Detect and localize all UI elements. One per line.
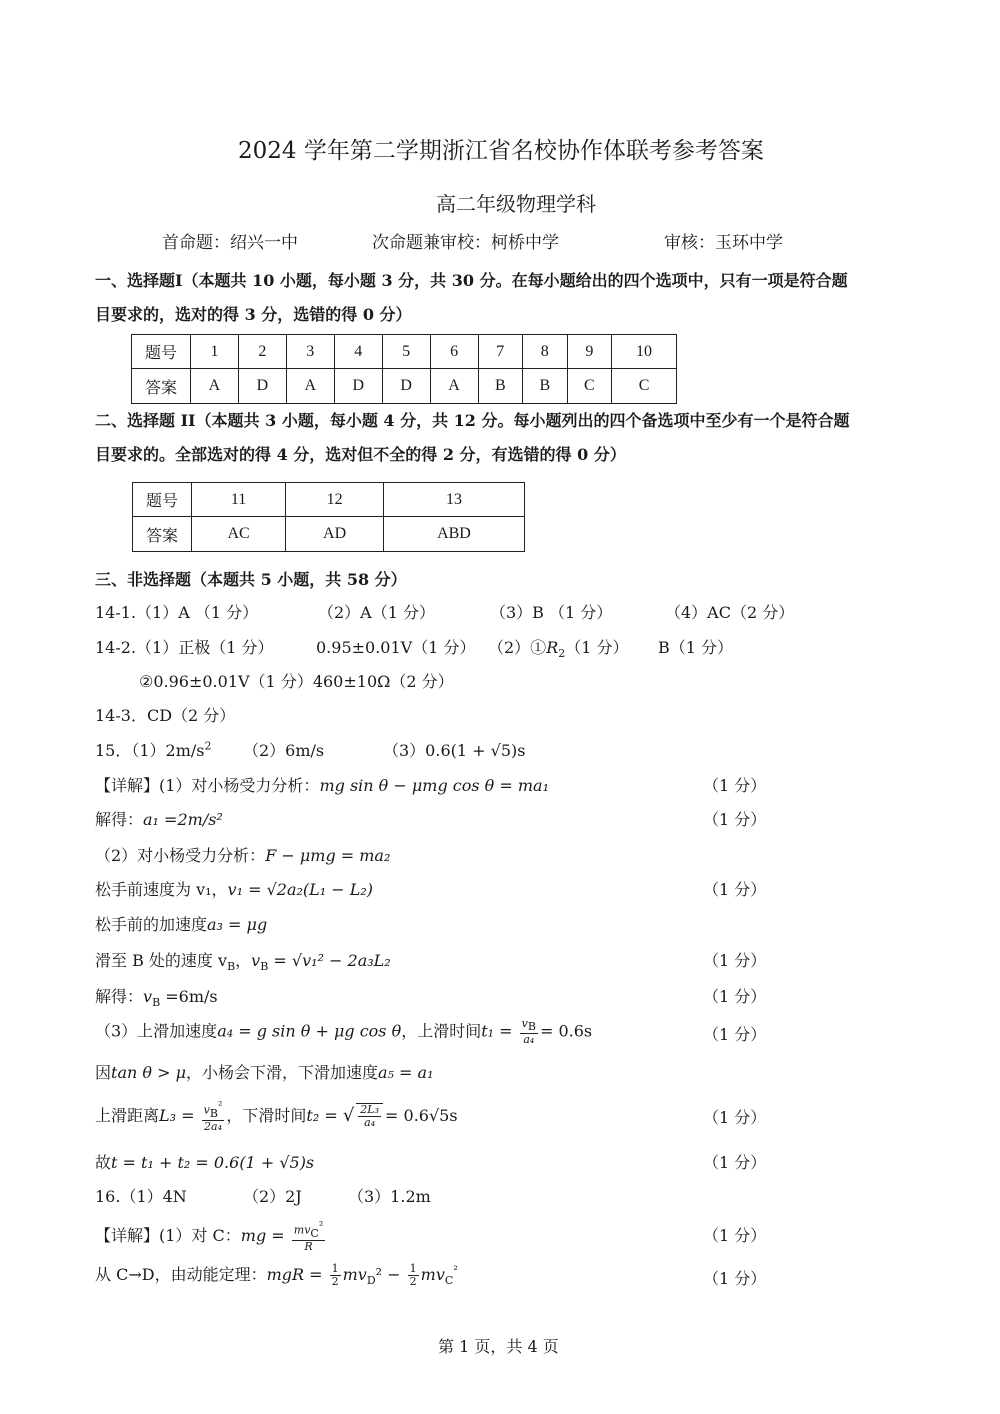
q15-answer-1: 15．$(1)2m/s^2$ [95, 739, 212, 760]
q14-1-answer-1: 14-1.（1）A （1 分） [95, 603, 259, 622]
score-label: （1 分） [703, 880, 767, 899]
table-cell: D [382, 369, 430, 404]
q14-2-answer-4: B（1 分） [658, 638, 734, 657]
q15-detail-5: 松手前的加速度a₃ = μg [95, 915, 268, 934]
score-label: （1 分） [703, 1269, 767, 1288]
table-cell: 13 [383, 483, 524, 517]
q15-detail-2: 解得：a₁ =2m/s² [95, 810, 223, 829]
q15-detail-8: （3）上滑加速度a₄ = g sin θ + μg cos θ，上滑时间t₁ = $\frac{v_B}{\text{a₄}}$ = 0.6s [95, 1017, 593, 1047]
table-cell: D [238, 369, 286, 404]
q15-detail-10: 上滑距离L₃ = $\frac{v_B^{^2}}{\text{2a₄}}$ ，下滑时间t₂ = √ $\frac{\text{2L₃}}{\text{a₄}}$ = 0.6√5s [95, 1099, 458, 1133]
answer-table-1 [131, 334, 677, 404]
q14-2-answer-3: $(2)①R_2(1$ 分） [488, 638, 629, 661]
author-first: 首命题：绍兴一中 [162, 233, 298, 253]
q15-detail-9: 因tan θ > μ，小杨会下滑，下滑加速度a₅ = a₁ [95, 1063, 434, 1082]
score-label: （1 分） [703, 1108, 767, 1127]
table-cell: 6 [430, 335, 478, 369]
table-cell: B [478, 369, 523, 404]
fraction: $\frac{v_B^{^2}}{\text{2a₄}}$ [203, 1099, 223, 1133]
row-label-answer: 答案 [133, 517, 192, 552]
table-cell: 12 [286, 483, 384, 517]
row-label-number: 题号 [132, 335, 191, 369]
q14-2-answer-2: 0.95±0.01V（1 分） [316, 638, 476, 657]
page-number: 第 1 页，共 4 页 [438, 1337, 559, 1356]
score-label: （1 分） [703, 1025, 767, 1044]
row-label-number: 题号 [133, 483, 192, 517]
fraction: $\frac{\text{2L₃}}{\text{a₄}}$ [356, 1103, 383, 1129]
table-cell: A [286, 369, 334, 404]
page-title: 2024 学年第二学期浙江省名校协作体联考参考答案 [238, 138, 764, 164]
table-cell: 7 [478, 335, 523, 369]
table-cell: 1 [191, 335, 239, 369]
table-cell: D [334, 369, 382, 404]
fraction: $\frac{1}{2}$ [331, 1262, 339, 1288]
q15-detail-11: 故t = t₁ + t₂ = 0.6(1 + √5)s [95, 1153, 315, 1172]
score-label: （1 分） [703, 1226, 767, 1245]
q14-1-answer-2: （2）A（1 分） [318, 603, 436, 622]
author-second: 次命题兼审校：柯桥中学 [372, 233, 559, 253]
q16-answer-2: （2）2J [243, 1187, 302, 1206]
table-cell: C [567, 369, 612, 404]
q16-detail-1: 【详解】(1）对 C：mg = $\frac{mv_C^{^2}}{R}$ [95, 1219, 324, 1253]
q14-2-answer-5: ②0.96±0.01V（1 分）460±10Ω（2 分） [139, 672, 454, 691]
section1-heading-line1: 一、选择题I（本题共 10 小题，每小题 3 分，共 30 分。在每小题给出的四个选项中，只有一项是符合题 [95, 271, 848, 290]
q16-answer-3: （3）1.2m [348, 1187, 431, 1206]
fraction: $\frac{mv_C^{^2}}{R}$ [293, 1219, 324, 1253]
fraction: $\frac{v_B}{\text{a₄}}$ [521, 1017, 536, 1047]
q15-detail-4: 松手前速度为 v₁，v₁ = √2a₂(L₁ − L₂) [95, 880, 374, 899]
table-cell: 2 [238, 335, 286, 369]
score-label: （1 分） [703, 1153, 767, 1172]
author-reviewer: 审核：玉环中学 [664, 233, 783, 253]
score-label: （1 分） [703, 951, 767, 970]
table-cell: 8 [523, 335, 568, 369]
table-cell: 11 [192, 483, 286, 517]
table-cell: A [191, 369, 239, 404]
q14-1-answer-3: （3）B （1 分） [490, 603, 613, 622]
section2-heading-line2: 目要求的。全部选对的得 4 分，选对但不全的得 2 分，有选错的得 0 分） [95, 445, 626, 464]
table-cell: AD [286, 517, 384, 552]
q15-detail-7: 解得：$v_B =6m/s$ [95, 987, 218, 1010]
table-cell: ABD [383, 517, 524, 552]
section1-heading-line2: 目要求的，选对的得 3 分，选错的得 0 分） [95, 305, 412, 324]
q14-3-answer: 14-3．CD（2 分） [95, 706, 236, 725]
table-cell: B [523, 369, 568, 404]
q16-detail-2: 从 C→D，由动能定理：mgR = $\frac{1}{2}$ $mv_D^2$ − $\frac{1}{2}$ $mv_C^{^2}$ [95, 1262, 458, 1288]
table-cell: AC [192, 517, 286, 552]
score-label: （1 分） [703, 987, 767, 1006]
section2-heading-line1: 二、选择题 II（本题共 3 小题，每小题 4 分，共 12 分。每小题列出的四个备选项中至少有一个是符合题 [95, 411, 850, 430]
score-label: （1 分） [703, 776, 767, 795]
q15-detail-3: （2）对小杨受力分析：F − μmg = ma₂ [95, 846, 391, 865]
table-cell: 5 [382, 335, 430, 369]
table-cell: A [430, 369, 478, 404]
page-subtitle: 高二年级物理学科 [436, 192, 596, 216]
table-cell: 9 [567, 335, 612, 369]
q15-detail-6: 滑至 B 处的速度 $v_B$，$v_B = √v_1^2 - 2a_3L_2$ [95, 951, 391, 974]
q16-answer-1: 16.（1）4N [95, 1187, 187, 1206]
table-cell: C [612, 369, 677, 404]
score-label: （1 分） [703, 810, 767, 829]
q15-detail-1: 【详解】(1）对小杨受力分析：mg sin θ − μmg cos θ = ma₁ [95, 776, 549, 795]
row-label-answer: 答案 [132, 369, 191, 404]
table-cell: 3 [286, 335, 334, 369]
q14-2-answer-1: 14-2.（1）正极（1 分） [95, 638, 274, 657]
fraction: $\frac{1}{2}$ [409, 1262, 417, 1288]
q15-answer-2: （2）6m/s [243, 741, 325, 760]
q15-answer-3: （3）0.6(1 + √5)s [383, 741, 526, 760]
table-cell: 10 [612, 335, 677, 369]
section3-heading: 三、非选择题（本题共 5 小题，共 58 分） [95, 570, 407, 589]
answer-table-2 [132, 482, 525, 552]
table-cell: 4 [334, 335, 382, 369]
q14-1-answer-4: （4）AC（2 分） [665, 603, 795, 622]
